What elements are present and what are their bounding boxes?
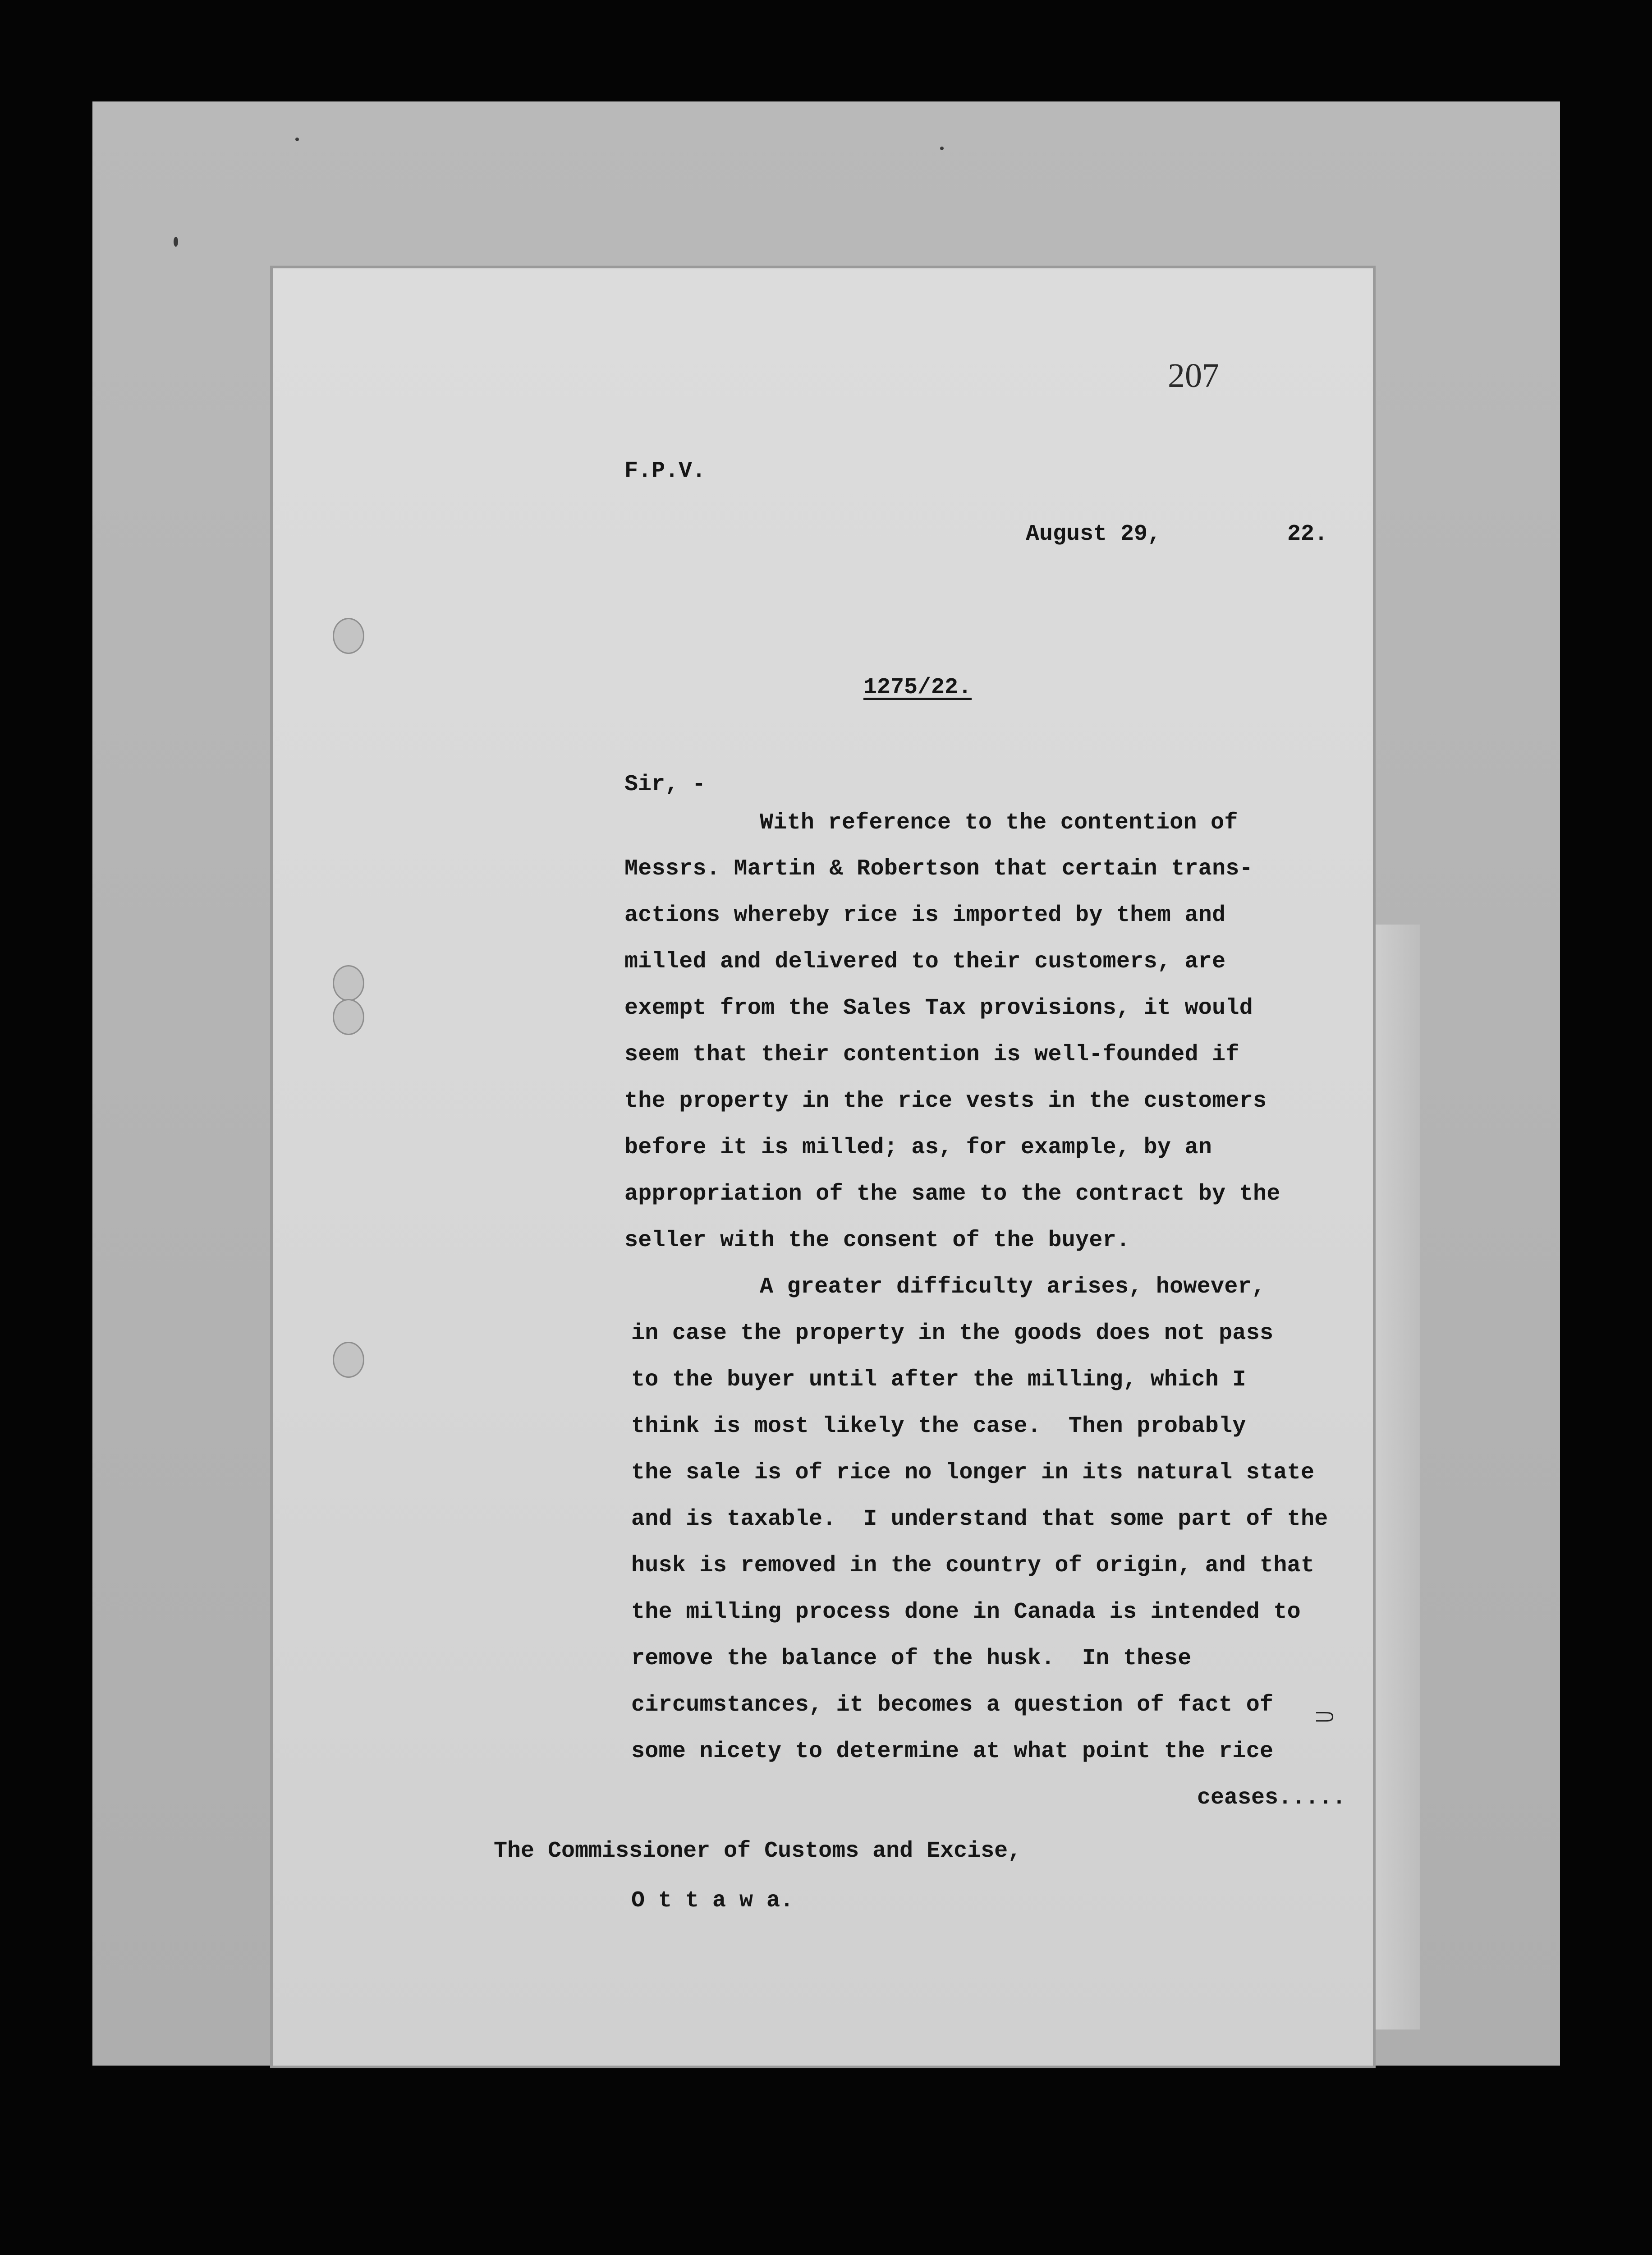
sheet-curl — [1371, 925, 1420, 2030]
body-line: the property in the rice vests in the customers — [624, 1088, 1267, 1114]
body-line: some nicety to determine at what point the rice — [631, 1739, 1274, 1764]
addressee: The Commissioner of Customs and Excise, — [494, 1838, 1022, 1864]
page-number: 207 — [1168, 357, 1219, 395]
margin-bracket-mark: ⸧ — [1310, 1701, 1340, 1734]
body-line: With reference to the contention of — [760, 810, 1238, 836]
initials: F.P.V. — [624, 458, 706, 484]
body-line: appropriation of the same to the contract by the — [624, 1181, 1280, 1207]
punch-hole — [333, 999, 364, 1035]
board-speck — [174, 237, 178, 247]
body-line: remove the balance of the husk. In these — [631, 1646, 1192, 1671]
board-speck — [295, 138, 299, 141]
salutation: Sir, - — [624, 772, 706, 797]
body-line: seller with the consent of the buyer. — [624, 1228, 1130, 1253]
body-line: Messrs. Martin & Robertson that certain trans- — [624, 856, 1253, 882]
body-line: the milling process done in Canada is intended to — [631, 1599, 1301, 1625]
body-line: to the buyer until after the milling, which I — [631, 1367, 1246, 1393]
board-speck — [940, 147, 944, 150]
punch-hole — [333, 1342, 364, 1378]
body-line: husk is removed in the country of origin, and that — [631, 1553, 1315, 1578]
body-line: think is most likely the case. Then probably — [631, 1413, 1246, 1439]
body-line: milled and delivered to their customers, are — [624, 949, 1226, 975]
punch-hole — [333, 965, 364, 1001]
punch-hole — [333, 618, 364, 654]
body-line: exempt from the Sales Tax provisions, it would — [624, 995, 1253, 1021]
body-line: and is taxable. I understand that some part of the — [631, 1506, 1328, 1532]
body-line: before it is milled; as, for example, by an — [624, 1135, 1212, 1160]
body-line: the sale is of rice no longer in its natural state — [631, 1460, 1315, 1486]
body-line: circumstances, it becomes a question of fact of — [631, 1692, 1274, 1718]
body-line: actions whereby rice is imported by them and — [624, 902, 1226, 928]
date-month-day: August 29, — [1026, 521, 1161, 547]
body-line: in case the property in the goods does not pass — [631, 1321, 1274, 1346]
addressee-city: O t t a w a. — [631, 1888, 794, 1914]
continuation-catchword: ceases..... — [1197, 1785, 1346, 1811]
body-line: seem that their contention is well-founded if — [624, 1042, 1239, 1068]
reference-number: 1275/22. — [863, 675, 972, 700]
body-line: A greater difficulty arises, however, — [760, 1274, 1266, 1300]
date-year: 22. — [1287, 521, 1328, 547]
